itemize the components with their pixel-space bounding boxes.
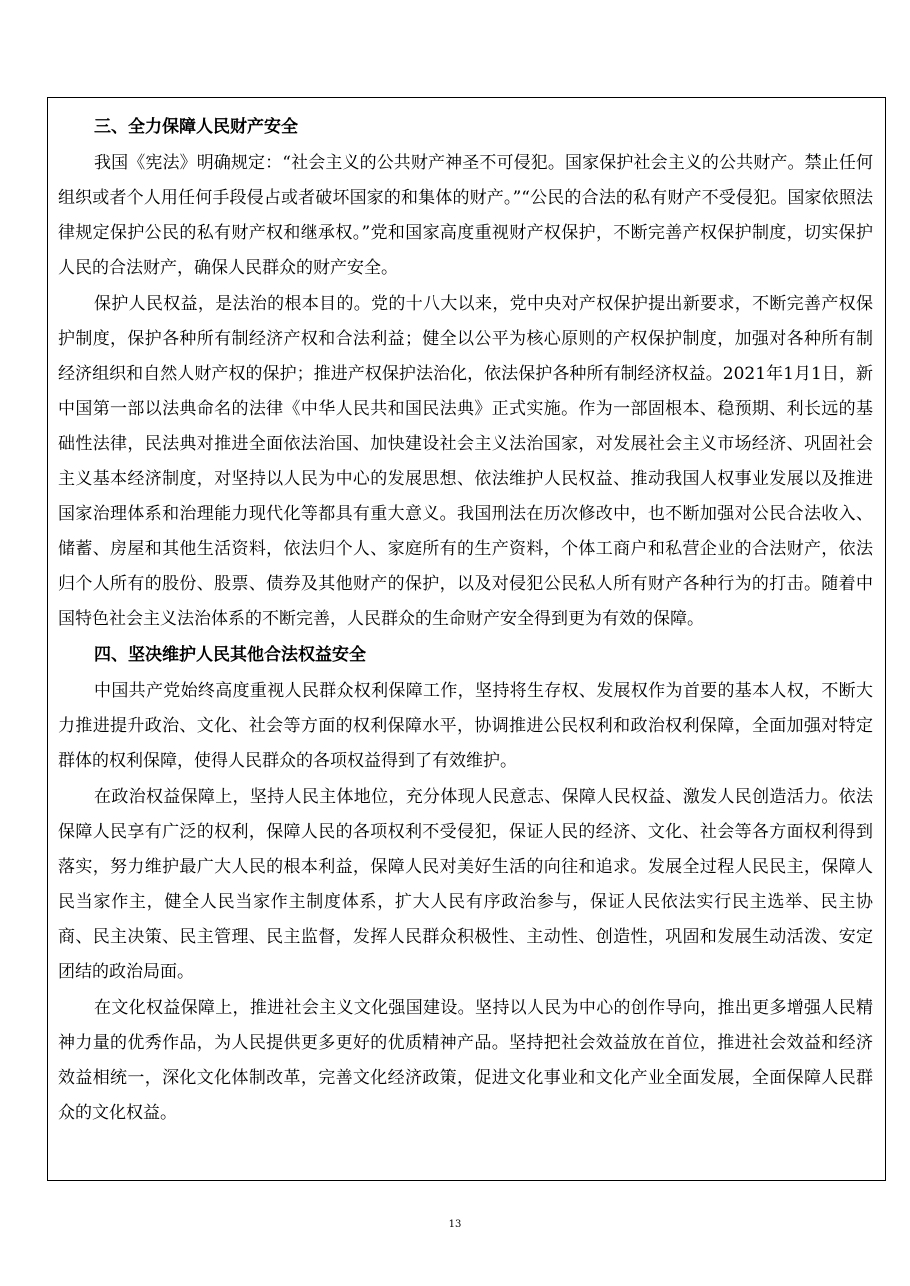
- section-heading: 三、全力保障人民财产安全: [94, 117, 298, 137]
- paragraph: 保护人民权益，是法治的根本目的。党的十八大以来，党中央对产权保护提出新要求，不断完善产权保护制度，保护各种所有制经济产权和合法利益；健全以公平为核心原则的产权保护制度，加强对各种所有制经济组织和自然人财产权的保护；推进产权保护法治化，依法保护各种所有制经济权益。2021年1月1日，新中国第一部以法典命名的法律《中华人民共和国民法典》正式实施。作为一部固根本、稳预期、利长远的基础性法律，民法典对推进全面依法治国、加快建设社会主义法治国家，对发展社会主义市场经济、巩固社会主义基本经济制度，对坚持以人民为中心的发展思想、依法维护人民权益、推动我国人权事业发展以及推进国家治理体系和治理能力现代化等都具有重大意义。我国刑法在历次修改中，也不断加强对公民合法收入、储蓄、房屋和其他生活资料，依法归个人、家庭所有的生产资料，个体工商户和私营企业的合法财产，依法归个人所有的股份、股票、债券及其他财产的保护，以及对侵犯公民私人所有财产各种行为的打击。随着中国特色社会主义法治体系的不断完善，人民群众的生命财产安全得到更为有效的保障。: [58, 294, 873, 629]
- document-body: [58, 110, 873, 1132]
- paragraph: 我国《宪法》明确规定：“社会主义的公共财产神圣不可侵犯。国家保护社会主义的公共财产。禁止任何组织或者个人用任何手段侵占或者破坏国家的和集体的财产。”“公民的合法的私有财产不受侵犯。国家依照法律规定保护公民的私有财产权和继承权。”党和国家高度重视财产权保护，不断完善产权保护制度，切实保护人民的合法财产，确保人民群众的财产安全。: [58, 153, 873, 278]
- paragraph: 中国共产党始终高度重视人民群众权利保障工作，坚持将生存权、发展权作为首要的基本人权，不断大力推进提升政治、文化、社会等方面的权利保障水平，协调推进公民权利和政治权利保障，全面加强对特定群体的权利保障，使得人民群众的各项权益得到了有效维护。: [58, 681, 873, 771]
- page-number: 13: [448, 1219, 462, 1230]
- paragraph: 在文化权益保障上，推进社会主义文化强国建设。坚持以人民为中心的创作导向，推出更多增强人民精神力量的优秀作品，为人民提供更多更好的优质精神产品。坚持把社会效益放在首位，推进社会效益和经济效益相统一，深化文化体制改革，完善文化经济政策，促进文化事业和文化产业全面发展，全面保障人民群众的文化权益。: [58, 998, 873, 1123]
- paragraph: 在政治权益保障上，坚持人民主体地位，充分体现人民意志、保障人民权益、激发人民创造活力。依法保障人民享有广泛的权利，保障人民的各项权利不受侵犯，保证人民的经济、文化、社会等各方面权利得到落实，努力维护最广大人民的根本利益，保障人民对美好生活的向往和追求。发展全过程人民民主，保障人民当家作主，健全人民当家作主制度体系，扩大人民有序政治参与，保证人民依法实行民主选举、民主协商、民主决策、民主管理、民主监督，发挥人民群众积极性、主动性、创造性，巩固和发展生动活泼、安定团结的政治局面。: [58, 787, 873, 982]
- page-frame: [47, 97, 886, 1181]
- section-heading: 四、坚决维护人民其他合法权益安全: [94, 645, 366, 665]
